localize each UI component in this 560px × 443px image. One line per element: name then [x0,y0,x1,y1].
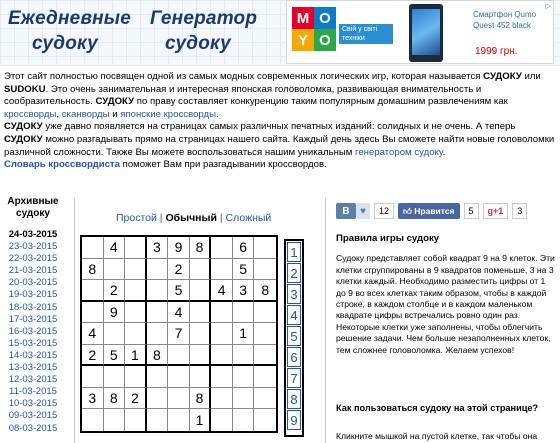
sudoku-cell[interactable] [190,302,212,324]
number-picker-digit[interactable]: 8 [287,389,301,409]
sudoku-cell[interactable] [211,302,233,324]
rules-title: Правила игры судоку [336,233,440,244]
sudoku-cell[interactable] [211,237,233,259]
ad-title[interactable]: Смартфон Qumo Quest 452 black [473,10,537,30]
intro-text-run: можно разгадывать прямо на страницах нашего сайта. Каждый день здесь Вы сможете найти новые головоломки различной сложности. Также Вы можете воспользоваться нашим уникальным [4,133,555,158]
sudoku-cell[interactable]: 1 [233,323,255,345]
sudoku-cell[interactable] [254,409,276,431]
number-picker-digit[interactable]: 5 [287,326,301,346]
heart-icon[interactable]: ♥ [356,203,370,219]
sudoku-cell[interactable] [82,302,104,324]
intro-sep: . [442,146,446,158]
sudoku-cell[interactable] [125,237,147,259]
phone-image [409,4,443,62]
sudoku-cell[interactable] [147,323,169,345]
sudoku-cell[interactable]: 9 [168,237,190,259]
ad-caption: Свій у світі техніки [339,24,393,44]
sudoku-cell[interactable] [147,302,169,324]
sudoku-cell[interactable]: 6 [233,237,255,259]
sudoku-cell[interactable]: 2 [82,345,104,367]
logo-daily-line1: Ежедневные [8,8,131,29]
gplus-button[interactable]: g+1 [483,203,509,219]
intro-bold: СУДОКУ [4,121,43,133]
sudoku-grid [80,235,278,433]
sudoku-cell[interactable]: 2 [168,259,190,281]
archive-title [0,196,66,220]
sudoku-cell[interactable] [147,388,169,410]
sudoku-cell[interactable] [104,323,126,345]
sudoku-cell[interactable]: 2 [104,280,126,302]
difficulty-selector [116,212,271,224]
archive-date-link[interactable]: 13-03-2015 [8,362,58,374]
sudoku-cell[interactable] [233,409,255,431]
moyo-letter: Y [292,29,314,51]
sudoku-cell[interactable] [211,345,233,367]
ad-choices-icon[interactable]: ▷ [545,3,551,10]
sudoku-cell[interactable]: 8 [190,388,212,410]
intro-text-run: Этот сайт полностью посвящен одной из самых модных современных логических игр, которая называется [4,71,484,82]
sudoku-cell[interactable] [190,366,212,388]
link-crosswords[interactable]: кроссворды [4,108,57,120]
sudoku-cell[interactable] [211,388,233,410]
intro-bold: СУДОКУ [483,71,522,82]
archive-date-link[interactable]: 17-03-2015 [8,313,58,325]
number-picker [284,239,304,437]
sudoku-cell[interactable]: 8 [254,280,276,302]
difficulty-separator: | [159,212,163,224]
fb-thumb-icon: 👍︎ [403,205,415,216]
archive-title-line2: судоку [16,208,50,219]
sudoku-cell[interactable] [147,259,169,281]
archive-date-link[interactable]: 14-03-2015 [8,349,58,361]
archive-date-link[interactable]: 09-03-2015 [8,410,58,422]
sudoku-cell[interactable] [254,388,276,410]
sudoku-cell[interactable] [168,409,190,431]
sudoku-cell[interactable]: 4 [211,280,233,302]
archive-date-link[interactable]: 21-03-2015 [8,265,58,277]
difficulty-normal-selected[interactable]: Обычный [165,212,217,224]
sudoku-cell[interactable]: 2 [125,388,147,410]
number-picker-digit[interactable]: 1 [287,242,301,262]
archive-date-link[interactable]: 12-03-2015 [8,374,58,386]
logo-daily-line2: судоку [32,33,98,54]
sudoku-cell[interactable] [104,409,126,431]
number-picker-digit[interactable]: 7 [287,368,301,388]
number-picker-digit[interactable]: 3 [287,284,301,304]
sudoku-cell[interactable]: 7 [168,323,190,345]
link-dictionary[interactable]: Словарь кроссвордиста [4,159,120,171]
archive-current-date: 24-03-2015 [8,229,58,240]
logo-generator-line1: Генератор [150,8,258,29]
number-picker-digit[interactable]: 2 [287,263,301,283]
difficulty-separator: | [219,212,223,224]
archive-list [0,229,66,435]
archive-date-link[interactable]: 15-03-2015 [8,337,58,349]
link-japanese-crosswords[interactable]: японские кроссворды [120,108,217,120]
how-to-use-text: Кликните мышкой на пустой клетке, так чтобы она [336,431,538,441]
sudoku-cell[interactable]: 3 [233,280,255,302]
sudoku-cell[interactable] [211,409,233,431]
sudoku-cell[interactable] [233,302,255,324]
sudoku-cell[interactable]: 1 [125,345,147,367]
sudoku-cell[interactable]: 5 [168,280,190,302]
sudoku-cell[interactable] [254,259,276,281]
site-header [0,0,560,66]
intro-sep: и [109,108,121,120]
vk-share-button[interactable]: B [336,203,356,219]
sudoku-cell[interactable]: 8 [147,345,169,367]
moyo-letter: O [314,29,336,51]
sudoku-cell[interactable]: 3 [82,388,104,410]
link-scanwords[interactable]: сканворды [61,108,110,120]
sudoku-cell[interactable]: 8 [82,259,104,281]
intro-text-run: . Это очень занимательная и интересная японская головоломка, развивающая внимательность и сообразительность. [4,83,482,108]
number-picker-digit[interactable]: 6 [287,347,301,367]
moyo-letter: M [292,7,314,29]
sudoku-cell[interactable]: 5 [104,345,126,367]
gplus-count: 3 [512,203,527,219]
archive-date-link[interactable]: 20-03-2015 [8,277,58,289]
sudoku-cell[interactable] [82,280,104,302]
intro-text-run: уже давно появляется на страницах самых различных печатных изданий: солидных и не очень. А теперь [42,121,516,133]
sudoku-cell[interactable] [233,345,255,367]
sudoku-cell[interactable]: 4 [168,302,190,324]
archive-title-line1: Архивные [7,196,59,207]
sudoku-cell[interactable] [254,366,276,388]
sudoku-cell[interactable] [125,302,147,324]
moyo-logo [292,7,336,51]
sudoku-cell[interactable] [125,259,147,281]
ad-banner[interactable] [286,0,554,64]
rules-section [336,233,556,356]
sudoku-cell[interactable] [82,237,104,259]
sudoku-cell[interactable] [190,345,212,367]
sudoku-cell[interactable] [190,259,212,281]
intro-text-run: или [521,71,541,82]
sudoku-cell[interactable]: 8 [190,237,212,259]
archive-date-link[interactable]: 23-03-2015 [8,241,58,253]
intro-text [4,71,556,172]
difficulty-easy-link[interactable]: Простой [116,212,157,224]
logo-daily-sudoku[interactable] [8,8,131,30]
sudoku-cell[interactable]: 4 [82,323,104,345]
archive-date-link[interactable]: 22-03-2015 [8,253,58,265]
logo-daily-sudoku-line2[interactable] [32,33,98,55]
sudoku-cell[interactable] [104,366,126,388]
sudoku-cell[interactable] [254,237,276,259]
number-picker-digit[interactable]: 4 [287,305,301,325]
sudoku-cell[interactable]: 5 [233,259,255,281]
vk-count: 12 [374,203,394,219]
archive-date-link[interactable]: 16-03-2015 [8,325,58,337]
social-buttons [336,203,527,219]
archive-sidebar [0,196,66,435]
intro-sep: , [56,108,62,120]
intro-text-run: по праву составляет конкуренцию таким популярным домашним развлечениям как [134,96,508,108]
sudoku-cell[interactable] [125,280,147,302]
sudoku-cell[interactable] [168,345,190,367]
intro-bold: SUDOKU [4,83,46,95]
logo-generator-line2[interactable] [165,33,231,55]
intro-sep: . [216,108,219,120]
sudoku-cell[interactable] [233,366,255,388]
sudoku-cell[interactable] [233,388,255,410]
sudoku-cell[interactable] [104,259,126,281]
sudoku-cell[interactable] [211,323,233,345]
sudoku-cell[interactable] [82,366,104,388]
sudoku-cell[interactable] [190,323,212,345]
sudoku-cell[interactable] [168,388,190,410]
logo-generator-line2-text: судоку [165,33,231,54]
fb-like-button[interactable] [398,203,460,219]
sudoku-cell[interactable] [125,366,147,388]
intro-bold: СУДОКУ [4,133,43,145]
sudoku-cell[interactable] [82,409,104,431]
archive-date-link[interactable]: 18-03-2015 [8,301,58,313]
ad-price: 1999 грн. [475,46,518,57]
link-generator[interactable]: генератором судоку [355,146,443,158]
intro-text-run: поможет Вам при разгадывании кроссвордов. [119,159,327,171]
difficulty-hard-link[interactable]: Сложный [225,212,272,224]
sudoku-cell[interactable]: 9 [104,302,126,324]
sudoku-cell[interactable] [211,259,233,281]
sudoku-cell[interactable] [254,345,276,367]
sudoku-cell[interactable]: 4 [104,237,126,259]
sudoku-cell[interactable]: 8 [104,388,126,410]
sudoku-cell[interactable]: 1 [190,409,212,431]
number-picker-digit[interactable]: 9 [287,410,301,430]
sudoku-cell[interactable] [254,323,276,345]
archive-date-link[interactable]: 19-03-2015 [8,289,58,301]
sudoku-cell[interactable] [254,302,276,324]
sudoku-cell[interactable] [190,280,212,302]
sudoku-cell[interactable] [147,409,169,431]
archive-date-link[interactable]: 08-03-2015 [8,422,58,434]
sudoku-cell[interactable] [147,366,169,388]
rules-text: Судоку представляет собой квадрат 9 на 9 клеток. Эти клетки сгруппированы в 9 квадратов поменьше, 3 на 3 клетки каждый. Необходимо разместить цифры от 1 до 9 во всех клетках таким образом, чтобы в каждой строке, в каждом столбце и в каждом маленьком квадрате цифры встречались ровно один раз. Некоторые клетки уже заполнены, чтобы облегчить решение задачи. Чем больше незаполненных клеток, тем сложнее головоломка. Желаем успехов! [336,253,555,355]
sudoku-cell[interactable] [147,280,169,302]
moyo-letter: O [314,7,336,29]
sudoku-cell[interactable] [211,366,233,388]
intro-bold: СУДОКУ [95,96,135,108]
how-to-use-title: Как пользоваться судоку на этой странице? [336,403,539,413]
sudoku-cell[interactable] [125,409,147,431]
sudoku-cell[interactable] [168,366,190,388]
fb-count: 5 [464,203,479,219]
sudoku-cell[interactable]: 3 [147,237,169,259]
sudoku-cell[interactable] [125,323,147,345]
fb-like-label: Нравится [414,206,455,216]
archive-date-link[interactable]: 10-03-2015 [8,398,58,410]
logo-generator[interactable] [150,8,257,30]
archive-date-link[interactable]: 11-03-2015 [9,386,57,398]
